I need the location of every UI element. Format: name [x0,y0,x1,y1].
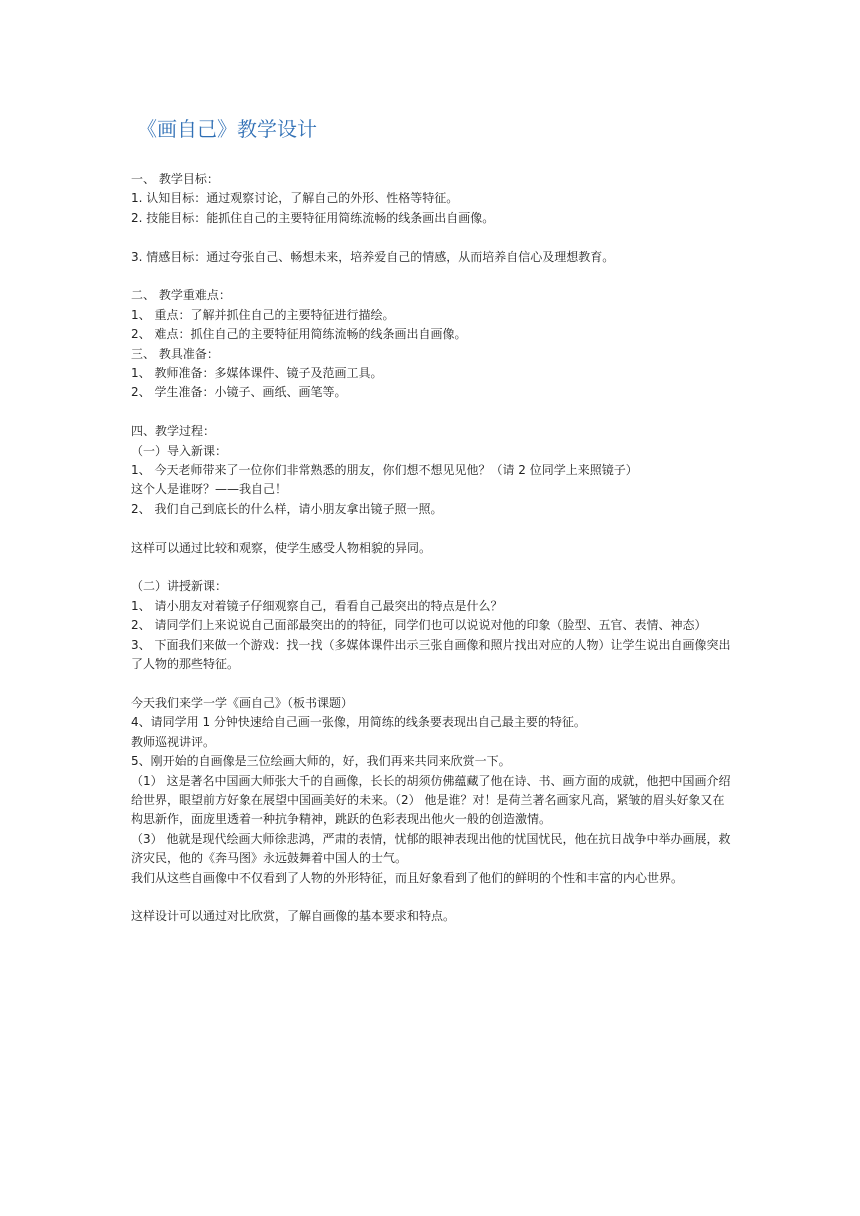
spacer [131,674,733,693]
paragraph: 1、 请小朋友对着镜子仔细观察自己，看看自己最突出的特点是什么？ [131,598,503,613]
spacer [131,888,733,907]
section-heading: 四、教学过程： [131,424,216,439]
paragraph: 2、 我们自己到底长的什么样，请小朋友拿出镜子照一照。 [131,501,443,516]
spacer [131,228,733,247]
spacer [131,558,733,577]
paragraph: 这样设计可以通过对比欣赏，了解自画像的基本要求和特点。 [131,909,456,924]
section-heading: 三、 教具准备： [131,346,219,361]
paragraph: 这样可以通过比较和观察，使学生感受人物相貌的异同。 [131,540,432,555]
paragraph: 2. 技能目标：能抓住自己的主要特征用简练流畅的线条画出自画像。 [131,210,495,225]
paragraph: 1. 认知目标：通过观察讨论，了解自己的外形、性格等特征。 [131,191,459,206]
document-body [131,170,733,927]
document-title: 《画自己》教学设计 [137,117,317,141]
paragraph: 1、 教师准备：多媒体课件、镜子及范画工具。 [131,366,383,381]
section-heading: 二、 教学重难点： [131,288,231,303]
paragraph: 这个人是谁呀？——我自己！ [131,482,288,497]
spacer [131,519,733,538]
paragraph: （1） 这是著名中国画大师张大千的自画像，长长的胡须仿佛蕴藏了他在诗、书、画方面的成就，他把中国画介绍给世界，眼望前方好象在展望中国画美好的未来。（2） 他是谁？对！是荷兰著名画家凡高，紧皱的眉头好象又在构思新作，面庞里透着一种抗争精神，跳跃的色彩表现出他火一般的创造激情。 [131,773,731,827]
paragraph: 4、请同学用 1 分钟快速给自己画一张像，用简练的线条要表现出自己最主要的特征。 [131,715,586,730]
paragraph: 2、 难点：抓住自己的主要特征用简练流畅的线条画出自画像。 [131,327,467,342]
paragraph: 3. 情感目标：通过夸张自己、畅想未来，培养爱自己的情感，从而培养自信心及理想教育。 [131,249,615,264]
paragraph: 2、 学生准备：小镜子、画纸、画笔等。 [131,385,347,400]
paragraph: 教师巡视讲评。 [131,734,216,749]
paragraph: （3） 他就是现代绘画大师徐悲鸿，严肃的表情，忧郁的眼神表现出他的忧国忧民，他在抗日战争中举办画展，救济灾民，他的《奔马图》永远鼓舞着中国人的士气。 [131,831,731,866]
subsection-heading: （二）讲授新课： [131,579,228,594]
spacer [131,267,733,286]
paragraph: 1、 今天老师带来了一位你们非常熟悉的朋友，你们想不想见见他？（请 2 位同学上来照镜子） [131,463,638,478]
paragraph: 今天我们来学一学《画自己》（板书课题） [131,695,354,710]
paragraph: 我们从这些自画像中不仅看到了人物的外形特征，而且好象看到了他们的鲜明的个性和丰富的内心世界。 [131,870,684,885]
paragraph: 3、 下面我们来做一个游戏：找一找（多媒体课件出示三张自画像和照片找出对应的人物）让学生说出自画像突出了人物的那些特征。 [131,637,731,672]
paragraph: 2、 请同学们上来说说自己面部最突出的的特征，同学们也可以说说对他的印象（脸型、五官、表情、神态） [131,618,707,633]
section-heading: 一、 教学目标： [131,172,219,186]
paragraph: 5、刚开始的自画像是三位绘画大师的，好，我们再来共同来欣赏一下。 [131,754,511,769]
subsection-heading: （一）导入新课： [131,443,228,458]
paragraph: 1、 重点：了解并抓住自己的主要特征进行描绘。 [131,307,395,322]
spacer [131,403,733,422]
